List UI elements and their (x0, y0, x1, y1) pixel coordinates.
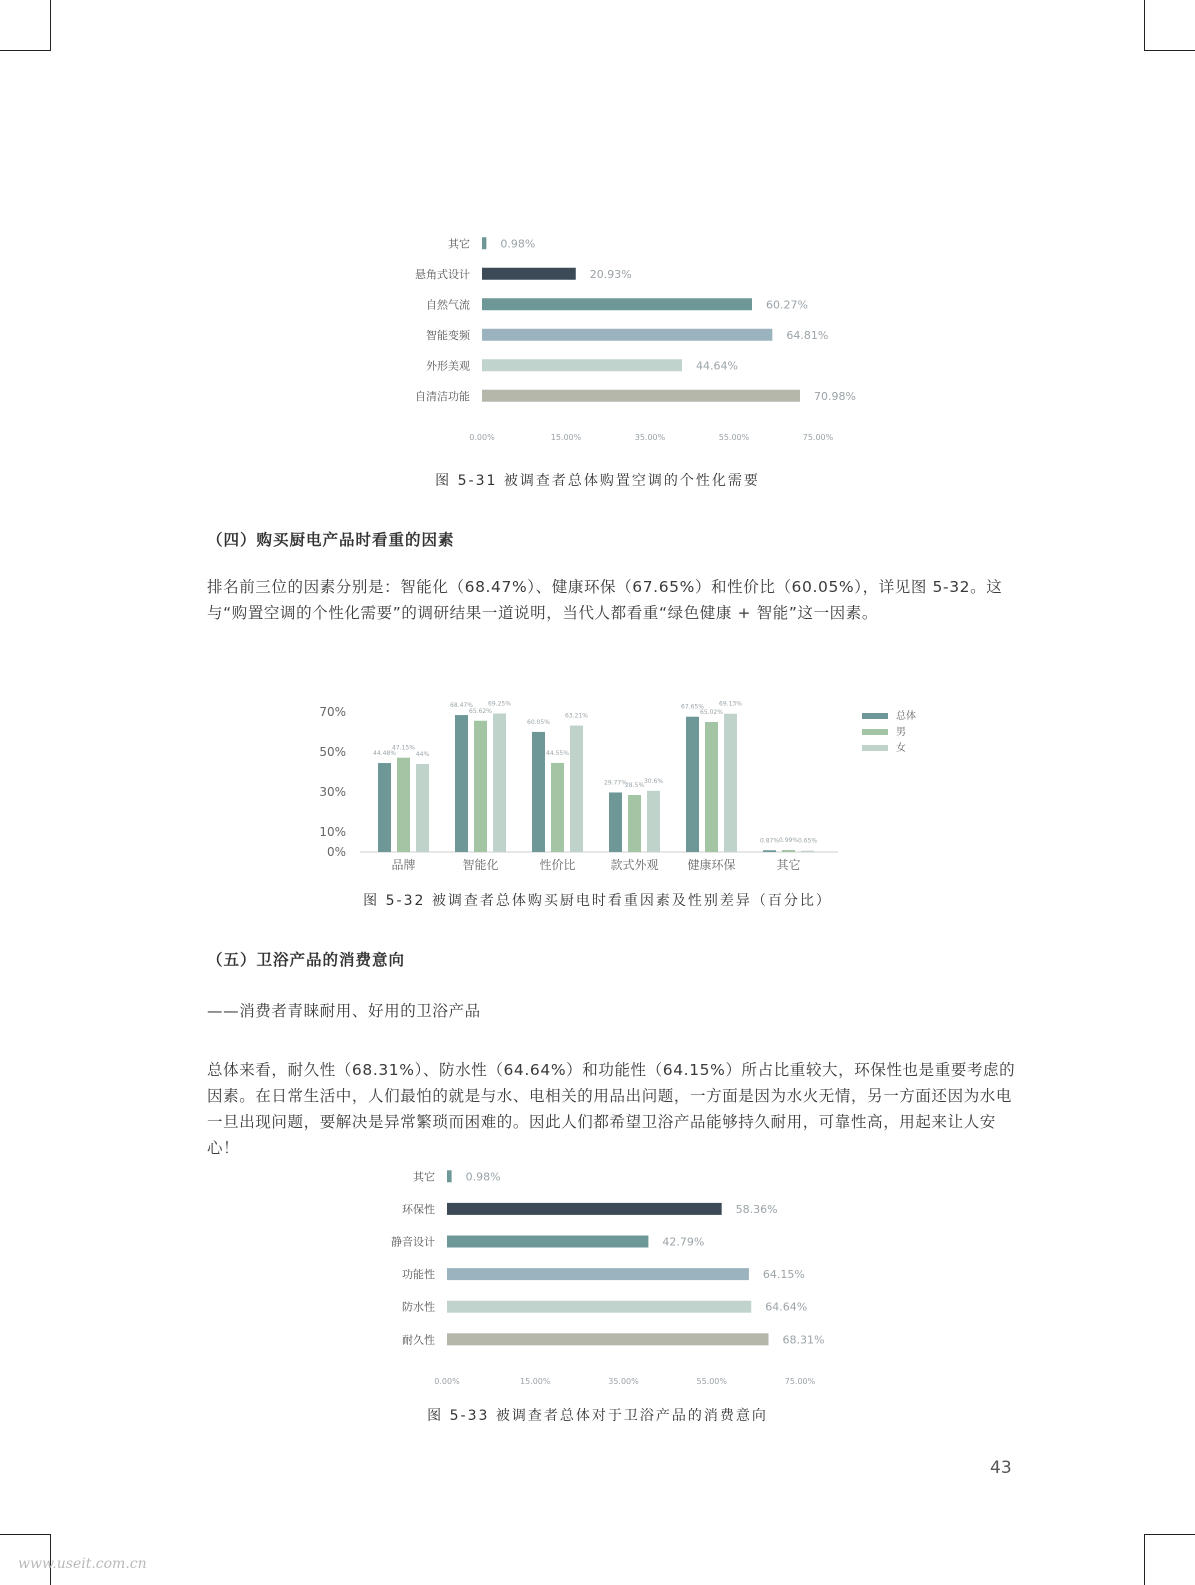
y-tick-label: 70% (319, 705, 346, 719)
section-5-subtitle: ——消费者青睐耐用、好用的卫浴产品 (207, 1002, 481, 1020)
bar-value-label: 42.79% (662, 1235, 705, 1249)
bar-value-label: 68.31% (782, 1333, 825, 1347)
bar (570, 726, 583, 852)
bar-value-label: 47.15% (392, 744, 415, 752)
bar-value-label: 28.5% (624, 782, 645, 789)
section-4-paragraph: 排名前三位的因素分别是：智能化（68.47%）、健康环保（67.65%）和性价比（60.05%），详见图 5-32。这与“购置空调的个性化需要”的调研结果一道说明，当代人都看重“绿色健康 + 智能”这一因素。 (207, 578, 1003, 622)
x-category-label: 品牌 (391, 858, 416, 872)
x-category-label: 性价比 (539, 858, 576, 872)
bar (447, 1268, 749, 1280)
bar-value-label: 68.47% (450, 702, 473, 710)
bar (763, 850, 776, 852)
bar-category-label: 智能变频 (426, 328, 470, 342)
section-5-paragraph: 总体来看，耐久性（68.31%）、防水性（64.64%）和功能性（64.15%）所占比重较大，环保性也是重要考虑的因素。在日常生活中，人们最怕的就是与水、电相关的用品出问题，一方面是因为水火无情，另一方面还因为水电一旦出现问题，要解决是异常繁琐而困难的。因此人们都希望卫浴产品能够持久耐用，可靠性高，用起来让人安心！ (207, 1061, 1016, 1157)
bar-value-label: 64.64% (765, 1300, 808, 1314)
x-tick-label: 0.00% (469, 433, 495, 442)
bar-category-label: 其它 (413, 1170, 435, 1184)
crop-mark-top-left (0, 0, 51, 51)
bar (397, 758, 410, 852)
bar (447, 1170, 452, 1182)
bar-value-label: 65.62% (469, 707, 492, 715)
bar-category-label: 耐久性 (402, 1333, 435, 1347)
chart-5-32 (310, 690, 850, 880)
bar (447, 1203, 722, 1215)
bar-category-label: 悬角式设计 (415, 267, 470, 281)
bar-value-label: 0.99% (778, 837, 799, 845)
bar-value-label: 65.02% (700, 708, 723, 716)
x-tick-label: 35.00% (608, 1377, 639, 1386)
bar (482, 268, 576, 280)
bar-value-label: 64.15% (762, 1268, 805, 1282)
watermark: www.useit.com.cn (18, 1556, 147, 1572)
chart-5-33 (365, 1160, 845, 1396)
legend-label: 女 (896, 743, 906, 754)
bar-value-label: 44.48% (373, 750, 396, 758)
crop-mark-top-right (1144, 0, 1195, 51)
bar (647, 791, 660, 852)
legend-item (862, 707, 916, 722)
bar (782, 850, 795, 852)
bar-value-label: 58.36% (735, 1202, 778, 1216)
bar (801, 851, 814, 852)
bar (551, 763, 564, 852)
x-category-label: 款式外观 (610, 858, 659, 872)
x-category-label: 其它 (776, 858, 801, 872)
bar (724, 714, 737, 852)
bar-value-label: 69.25% (488, 700, 511, 708)
bar-category-label: 自然气流 (426, 298, 470, 312)
bar (482, 298, 752, 310)
bar-value-label: 60.27% (766, 298, 808, 312)
bar (482, 237, 486, 249)
bar (482, 359, 682, 371)
bar-value-label: 29.77% (604, 779, 627, 787)
bar-value-label: 64.81% (786, 328, 829, 342)
x-category-label: 健康环保 (687, 858, 736, 872)
legend-swatch (862, 729, 888, 735)
bar-value-label: 44% (415, 751, 430, 758)
bar (493, 714, 506, 853)
y-tick-label: 50% (319, 745, 346, 759)
bar (609, 792, 622, 852)
bar (482, 329, 772, 341)
bar-value-label: 69.13% (719, 700, 742, 708)
legend-item (862, 723, 906, 738)
x-category-label: 智能化 (462, 858, 499, 872)
x-tick-label: 55.00% (718, 433, 750, 442)
bar (532, 732, 545, 852)
bar-value-label: 70.98% (813, 389, 856, 403)
crop-mark-bottom-right (1144, 1534, 1195, 1585)
bar-value-label: 0.87% (759, 837, 780, 845)
x-tick-label: 55.00% (696, 1377, 728, 1386)
bar-value-label: 0.98% (465, 1170, 501, 1184)
caption-5-33: 图 5-33 被调查者总体对于卫浴产品的消费意向 (427, 1408, 768, 1424)
bar-value-label: 0.98% (500, 237, 536, 251)
bar-category-label: 静音设计 (391, 1235, 435, 1249)
x-tick-label: 0.00% (434, 1377, 460, 1386)
bar (447, 1301, 751, 1313)
bar-value-label: 67.65% (681, 703, 704, 711)
bar (447, 1333, 769, 1345)
bar-value-label: 44.55% (546, 749, 569, 757)
bar (474, 721, 487, 852)
bar (686, 717, 699, 852)
bar (416, 764, 429, 852)
bar-category-label: 自清洁功能 (415, 389, 470, 403)
bar-category-label: 其它 (448, 237, 470, 251)
y-tick-label: 0% (326, 845, 346, 859)
bar (628, 795, 641, 852)
y-tick-label: 30% (319, 785, 346, 799)
legend-swatch (862, 745, 888, 751)
caption-5-32: 图 5-32 被调查者总体购买厨电时看重因素及性别差异（百分比） (363, 893, 832, 909)
legend-item (862, 739, 906, 754)
bar-value-label: 30.6% (643, 777, 664, 785)
bar-value-label: 44.64% (695, 359, 738, 373)
section-5-heading: （五）卫浴产品的消费意向 (207, 951, 406, 969)
bar-category-label: 防水性 (402, 1300, 435, 1314)
bar-value-label: 0.65% (797, 837, 818, 845)
bar (705, 722, 718, 852)
x-tick-label: 15.00% (550, 433, 582, 442)
bar-value-label: 20.93% (589, 267, 632, 281)
bar-category-label: 外形美观 (426, 359, 470, 373)
legend-swatch (862, 713, 888, 719)
bar-category-label: 功能性 (402, 1268, 435, 1282)
bar (378, 763, 391, 852)
section-4-heading: （四）购买厨电产品时看重的因素 (207, 531, 455, 549)
chart-5-31 (400, 228, 870, 452)
legend-label: 总体 (896, 711, 916, 722)
page-number: 43 (990, 1458, 1012, 1478)
bar (447, 1236, 648, 1248)
bar-category-label: 环保性 (402, 1202, 435, 1216)
bar-value-label: 60.05% (527, 718, 550, 726)
caption-5-31: 图 5-31 被调查者总体购置空调的个性化需要 (435, 473, 760, 489)
x-tick-label: 75.00% (784, 1377, 816, 1386)
bar (482, 390, 800, 402)
x-tick-label: 15.00% (519, 1377, 551, 1386)
x-tick-label: 75.00% (802, 433, 834, 442)
y-tick-label: 10% (319, 825, 346, 839)
x-tick-label: 35.00% (634, 433, 666, 442)
bar-value-label: 63.21% (565, 712, 588, 720)
bar (455, 715, 468, 852)
legend-label: 男 (896, 727, 906, 738)
